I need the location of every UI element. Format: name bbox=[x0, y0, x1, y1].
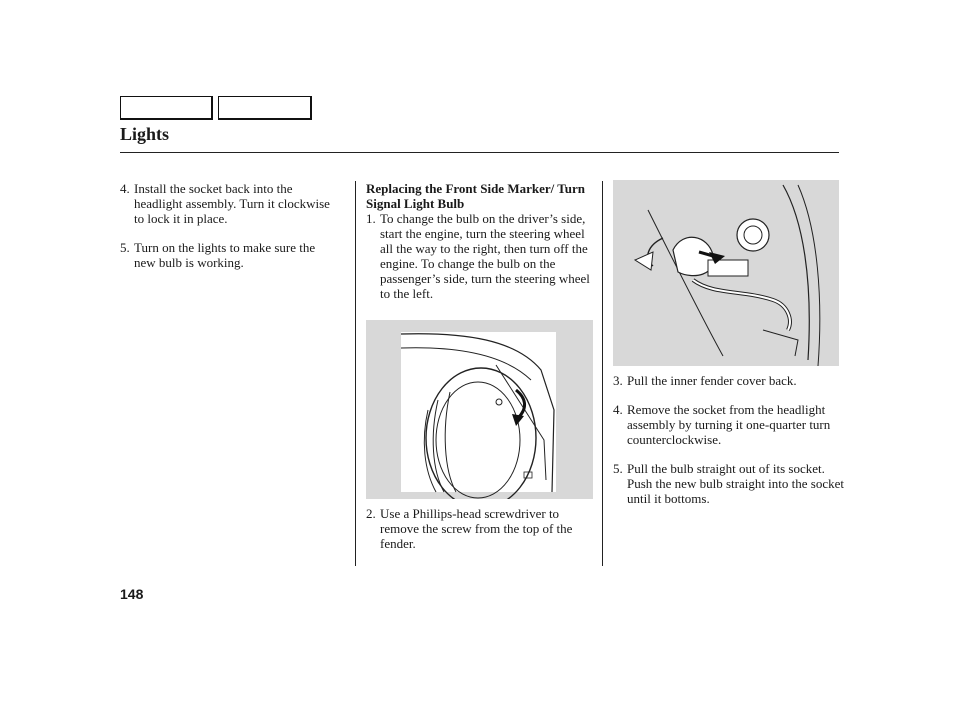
step-number: 4. bbox=[120, 181, 130, 196]
step-item bbox=[366, 211, 598, 301]
page-number: 148 bbox=[120, 586, 144, 602]
step-item bbox=[120, 181, 335, 226]
step-text: Pull the bulb straight out of its socket. Push the new bulb straight into the socket until it bottoms. bbox=[627, 461, 845, 506]
step-number: 4. bbox=[613, 402, 623, 417]
step-item bbox=[613, 402, 845, 447]
step-text: Install the socket back into the headlight assembly. Turn it clockwise to lock it in place. bbox=[134, 181, 330, 226]
step-number: 1. bbox=[366, 211, 376, 226]
step-text: Pull the inner fender cover back. bbox=[627, 373, 797, 388]
fender-screw-drawing bbox=[366, 320, 593, 499]
step-text: Turn on the lights to make sure the new bulb is working. bbox=[134, 240, 316, 270]
step-number: 5. bbox=[613, 461, 623, 476]
nav-tab-2[interactable] bbox=[218, 96, 312, 120]
step-number: 3. bbox=[613, 373, 623, 388]
socket-removal-illustration bbox=[613, 180, 839, 366]
column-divider-1 bbox=[355, 181, 356, 566]
step-item bbox=[366, 506, 598, 551]
step-item bbox=[613, 373, 845, 388]
step-number: 5. bbox=[120, 240, 130, 255]
step-text: To change the bulb on the driver’s side, start the engine, turn the steering wheel all the way to the right, then turn off the engine. To change the bulb on the passenger’s side, turn the steering wheel to the left. bbox=[380, 211, 590, 301]
column-3-steps bbox=[613, 373, 845, 520]
column-2-steps-continued bbox=[366, 506, 598, 565]
column-divider-2 bbox=[602, 181, 603, 566]
nav-tab-1[interactable] bbox=[120, 96, 213, 120]
socket-removal-drawing bbox=[613, 180, 839, 366]
column-2-steps bbox=[366, 211, 598, 315]
step-item bbox=[120, 240, 335, 270]
step-number: 2. bbox=[366, 506, 376, 521]
subheading: Replacing the Front Side Marker/ Turn Signal Light Bulb bbox=[366, 181, 585, 211]
column-1-steps bbox=[120, 181, 335, 284]
title-divider bbox=[120, 152, 839, 153]
step-text: Remove the socket from the headlight assembly by turning it one-quarter turn counterclockwise. bbox=[627, 402, 831, 447]
section-title: Lights bbox=[120, 124, 170, 144]
step-text: Use a Phillips-head screwdriver to remove the screw from the top of the fender. bbox=[380, 506, 573, 551]
fender-screw-illustration bbox=[366, 320, 593, 499]
step-item bbox=[613, 461, 845, 506]
